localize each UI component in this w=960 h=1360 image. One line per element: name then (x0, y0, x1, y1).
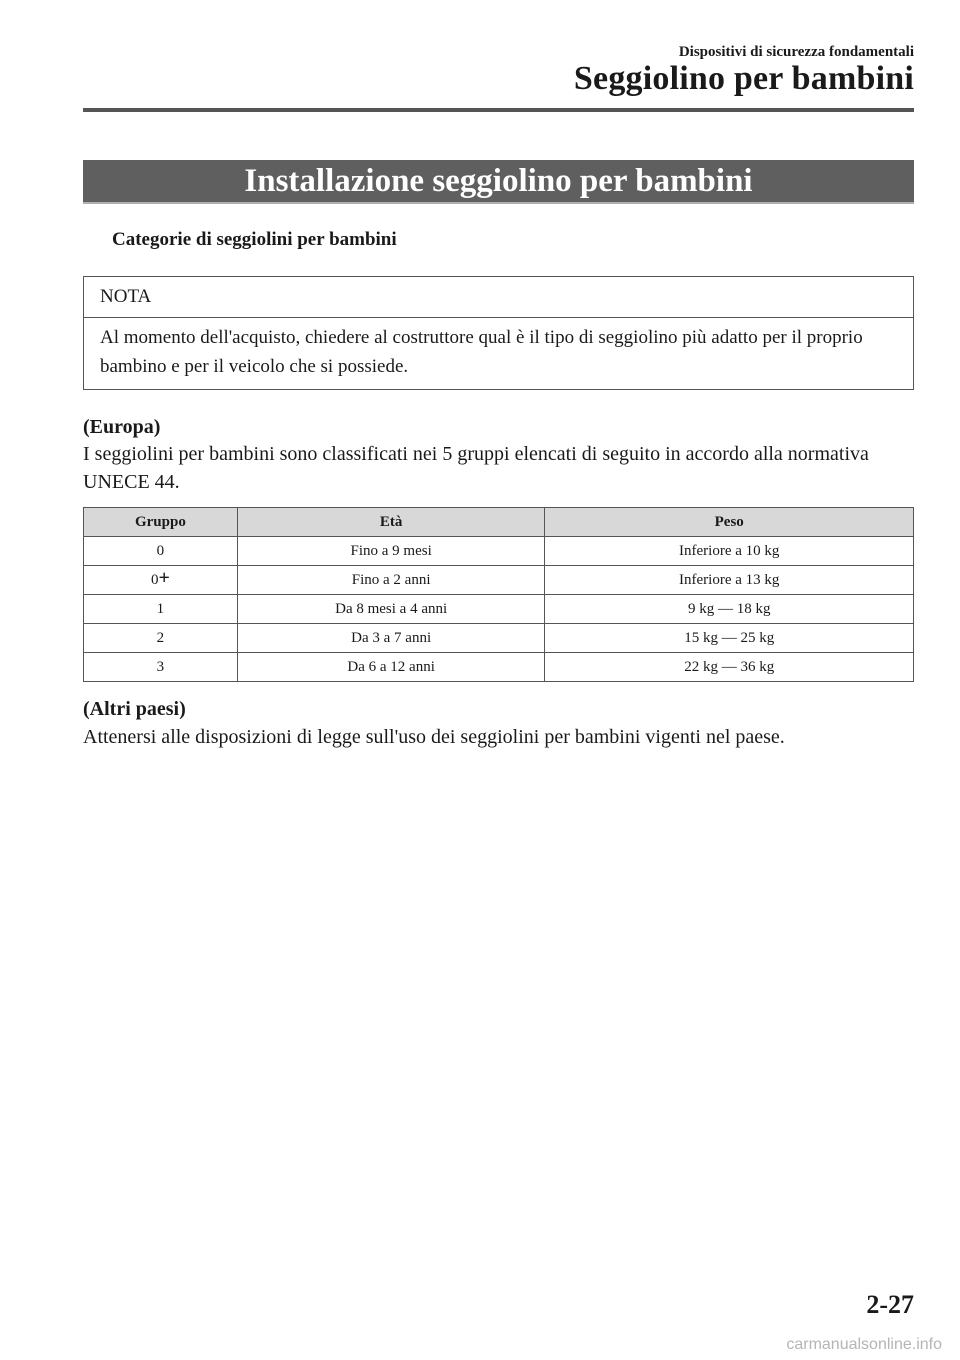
column-header-weight: Peso (545, 508, 914, 537)
other-countries-text: Attenersi alle disposizioni di legge sull'uso dei seggiolini per bambini vigenti nel paese. (83, 726, 785, 748)
cell-age: Fino a 9 mesi (237, 537, 545, 566)
cell-group: 3 (84, 653, 238, 682)
header-rule (83, 108, 914, 112)
table-row (84, 653, 914, 682)
table-header-row (84, 508, 914, 537)
page-number: 2-27 (866, 1290, 914, 1319)
europe-text: I seggiolini per bambini sono classificati nei 5 gruppi elencati di seguito in accordo alla normativa UNECE 44. (83, 443, 869, 493)
cell-weight: 15 kg — 25 kg (545, 624, 914, 653)
table-row (84, 566, 914, 595)
header-chapter: Dispositivi di sicurezza fondamentali (678, 44, 914, 60)
cell-age: Da 6 a 12 anni (237, 653, 545, 682)
page-title: Seggiolino per bambini (573, 60, 914, 97)
cell-age: Da 8 mesi a 4 anni (237, 595, 545, 624)
note-body: Al momento dell'acquisto, chiedere al costruttore qual è il tipo di seggiolino più adatto per il proprio bambino e per il veicolo che si possiede. (100, 327, 863, 377)
cell-age: Fino a 2 anni (237, 566, 545, 595)
plus-icon: + (158, 566, 170, 589)
cell-group-number: 0 (150, 571, 159, 588)
table-row (84, 595, 914, 624)
subheading: Categorie di seggiolini per bambini (112, 229, 397, 250)
note-box (83, 276, 914, 390)
other-countries-label: (Altri paesi) (83, 698, 186, 720)
cell-weight: 22 kg — 36 kg (545, 653, 914, 682)
europe-label: (Europa) (83, 416, 161, 438)
column-header-group: Gruppo (84, 508, 238, 537)
cell-age: Da 3 a 7 anni (237, 624, 545, 653)
group-table (83, 507, 914, 682)
column-header-age: Età (237, 508, 545, 537)
cell-group (84, 566, 238, 595)
cell-weight: Inferiore a 10 kg (545, 537, 914, 566)
note-title: NOTA (84, 277, 913, 318)
cell-group: 1 (84, 595, 238, 624)
cell-weight: 9 kg — 18 kg (545, 595, 914, 624)
table-row (84, 537, 914, 566)
watermark[interactable]: carmanualsonline.info (786, 1336, 942, 1353)
cell-group: 2 (84, 624, 238, 653)
section-title: Installazione seggiolino per bambini (244, 162, 753, 199)
cell-group: 0 (84, 537, 238, 566)
cell-weight: Inferiore a 13 kg (545, 566, 914, 595)
section-banner (83, 160, 914, 204)
table-row (84, 624, 914, 653)
